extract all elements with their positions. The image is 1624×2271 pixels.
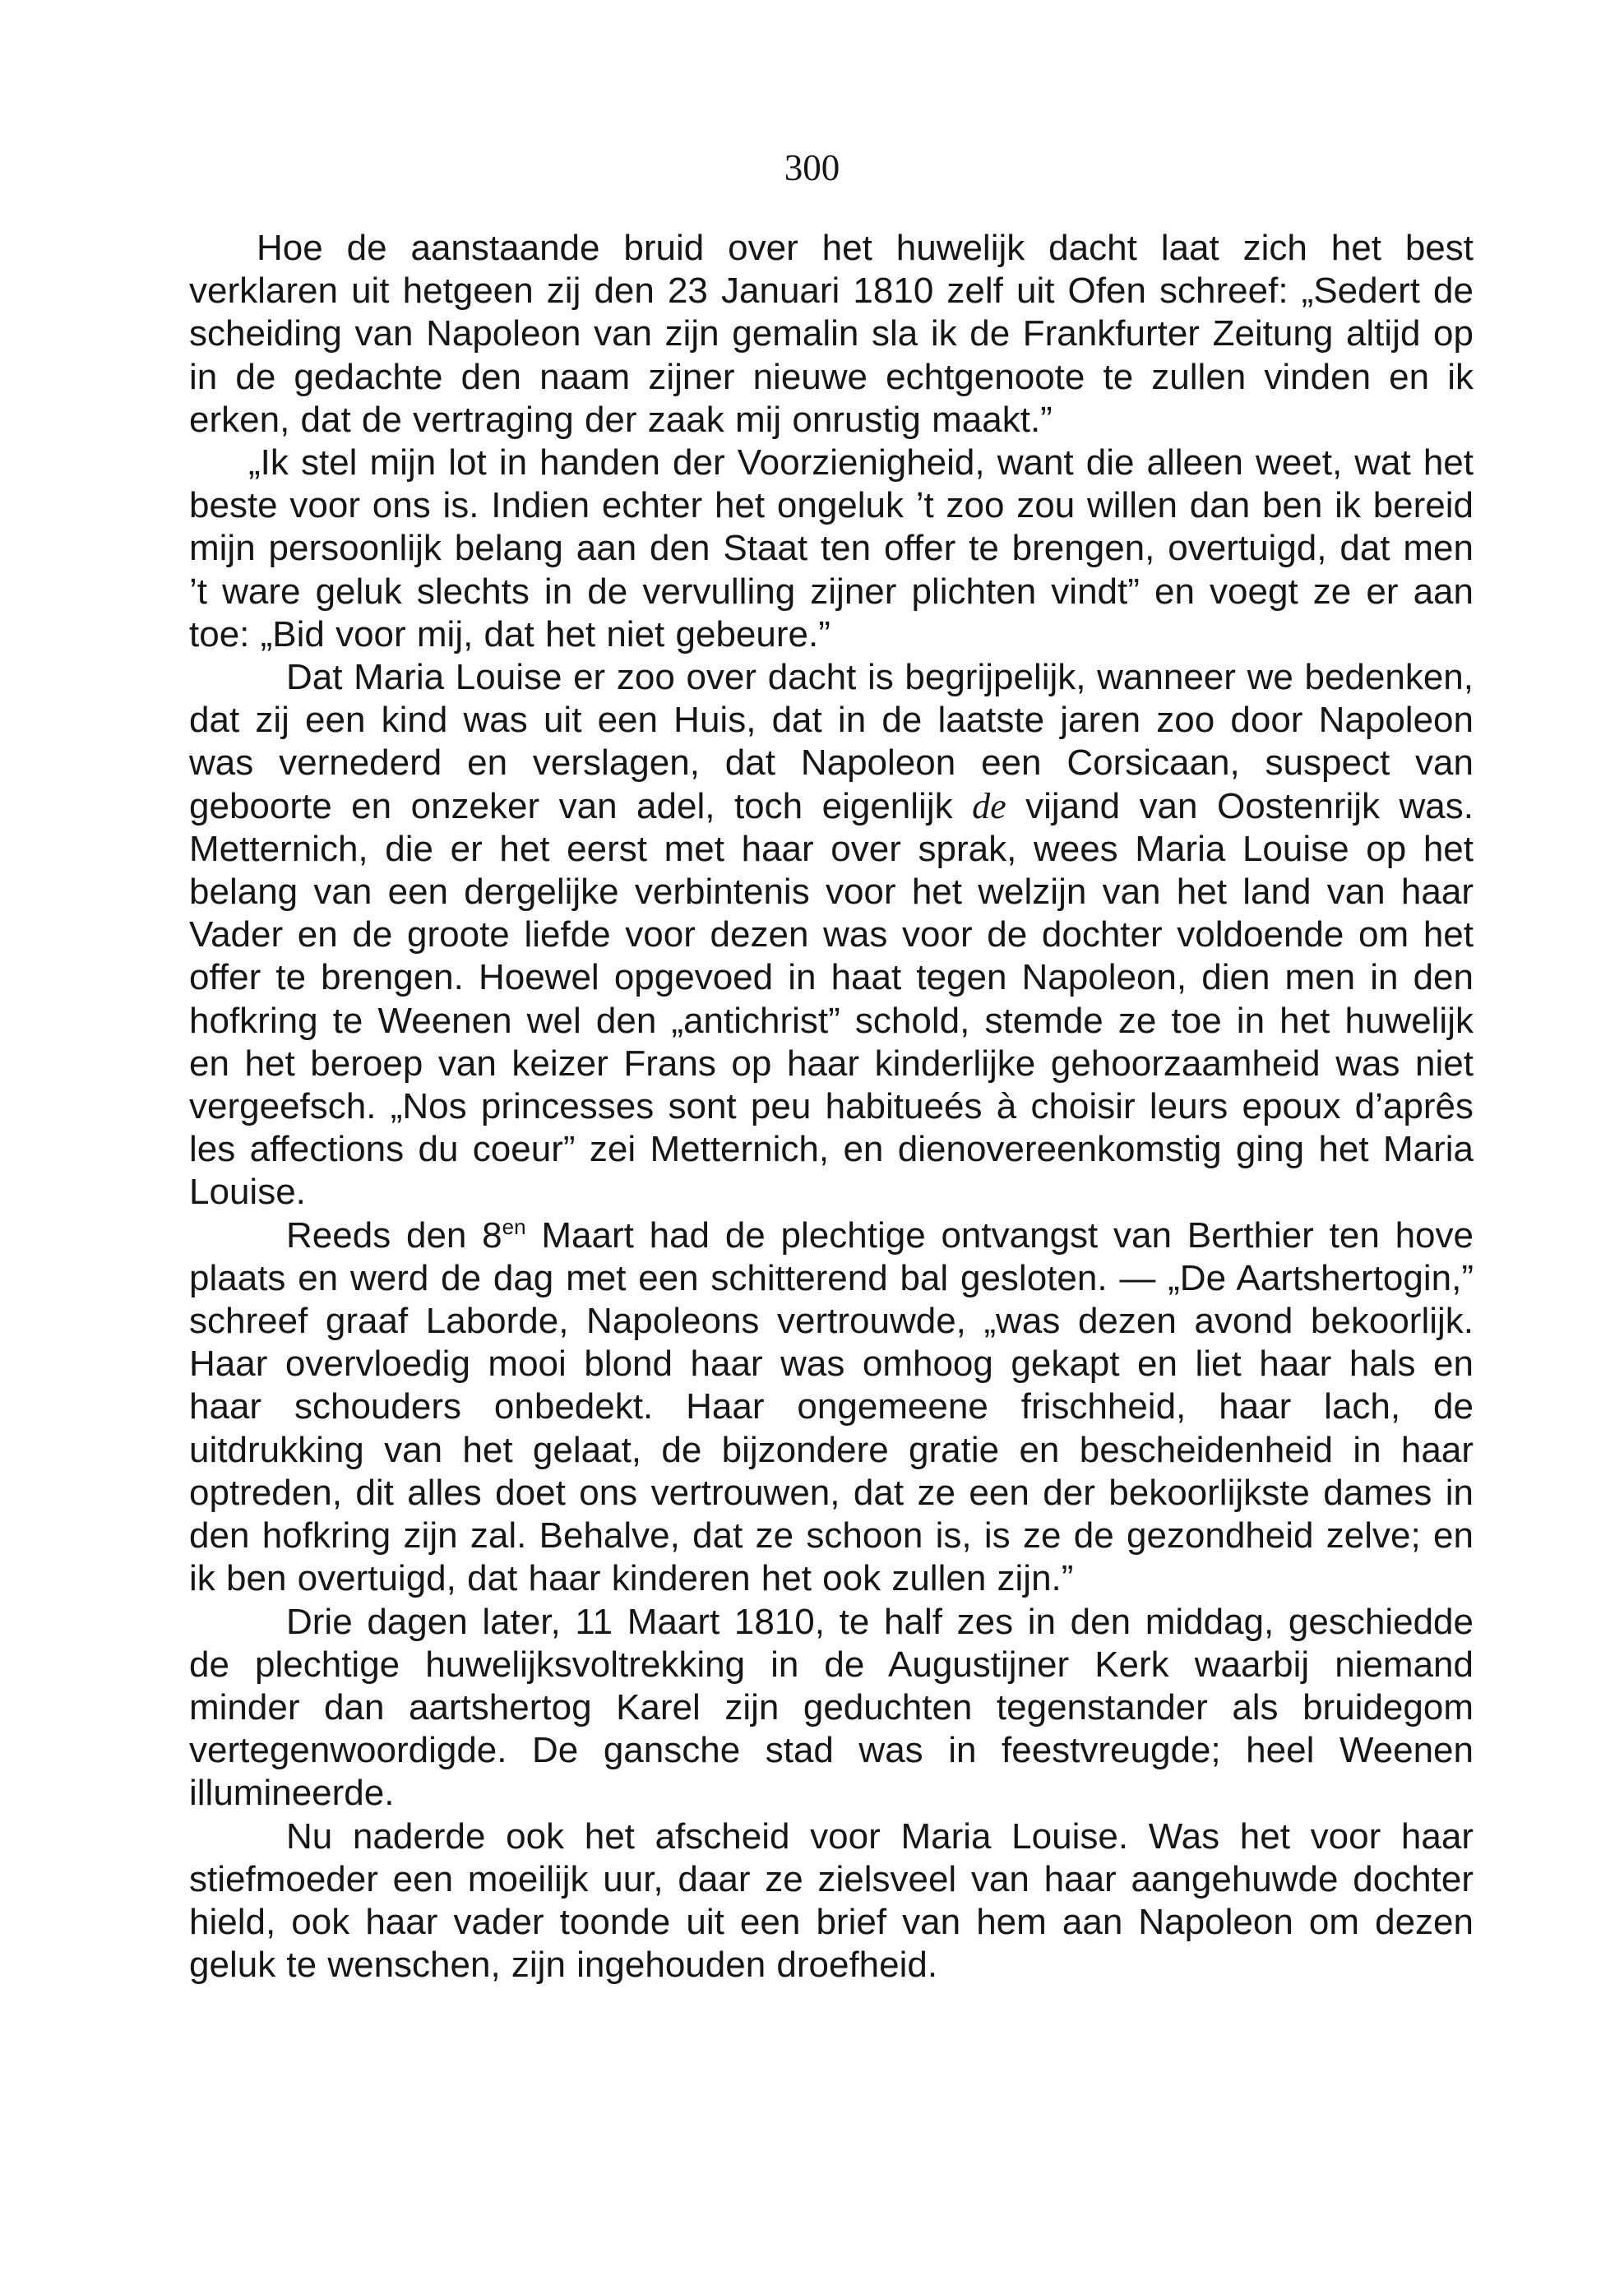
paragraph-text: vijand van Oostenrijk was. Metternich, die er het eerst met haar over sprak, wees Maria Louise op het belang van een dergelijke verbintenis voor het welzijn van het land van haar Vader en de groote liefde voor dezen was voor de dochter voldoende om het offer te brengen. Hoewel opgevoed in haat tegen Napoleon, dien men in den hofkring te Weenen wel den „antichrist” schold, stemde ze toe in het huwelijk en het beroep van keizer Frans op haar kinderlijke gehoorzaamheid was niet vergeefsch. „Nos princesses sont peu habitueés à choisir leurs epoux d’aprês les affections du coeur” zei Metternich, en dienovereenkomstig ging het Maria Louise. — [189, 785, 1474, 1213]
ordinal-superscript: en — [502, 1214, 526, 1239]
emphasized-word: de — [972, 785, 1006, 826]
paragraph: Drie dagen later, 11 Maart 1810, te half zes in den middag, geschiedde de plechtige huwelijksvoltrekking in de Augustijner Kerk waarbij niemand minder dan aartshertog Karel zijn geduchten tegenstander als bruidegom vertegenwoordigde. De gansche stad was in feestvreugde; heel Weenen illumineerde. — [189, 1601, 1474, 1814]
paragraph-text: Dat Maria Louise er zoo over dacht is begrijpelijk, wanneer we bedenken, dat zij een kind was uit een Huis, dat in de laatste jaren zoo door Napoleon was vernederd en verslagen, dat Napoleon een Corsicaan, suspect van geboorte en onzeker van adel, toch eigenlijk — [189, 657, 1474, 826]
page-number: 300 — [784, 147, 840, 188]
paragraph-text: Reeds den 8 — [286, 1214, 502, 1256]
paragraph-text: Maart had de plechtige ontvangst van Berthier ten hove plaats en werd de dag met een schitterend bal gesloten. — „De Aartshertogin,” schreef graaf Laborde, Napoleons vertrouwde, „was dezen avond bekoorlijk. Haar overvloedig mooi blond haar was omhoog gekapt en liet haar hals en haar schouders onbedekt. Haar ongemeene frischheid, haar lach, de uitdrukking van het gelaat, de bijzondere gratie en bescheidenheid in haar optreden, dit alles doet ons vertrouwen, dat ze een der bekoorlijkste dames in den hofkring zijn zal. Behalve, dat ze schoon is, is ze de gezondheid zelve; en ik ben overtuigd, dat haar kinderen het ook zullen zijn.” — [189, 1214, 1474, 1599]
body-text — [189, 227, 1474, 1987]
paragraph: Nu naderde ook het afscheid voor Maria Louise. Was het voor haar stiefmoeder een moeilijk uur, daar ze zielsveel van haar aangehuwde dochter hield, ook haar vader toonde uit een brief van hem aan Napoleon om dezen geluk te wenschen, zijn ingehouden droefheid. — [189, 1815, 1474, 1986]
paragraph — [189, 656, 1474, 1214]
paragraph — [189, 1214, 1474, 1601]
paragraph: Hoe de aanstaande bruid over het huwelijk dacht laat zich het best verklaren uit hetgeen zij den 23 Januari 1810 zelf uit Ofen schreef: „Sedert de scheiding van Napoleon van zijn gemalin sla ik de Frankfurter Zeitung altijd op in de gedachte den naam zijner nieuwe echtgenoote te zullen vinden en ik erken, dat de vertraging der zaak mij onrustig maakt.” — [189, 228, 1474, 440]
paragraph: „Ik stel mijn lot in handen der Voorzienigheid, want die alleen weet, wat het beste voor ons is. Indien echter het ongeluk ’t zoo zou willen dan ben ik bereid mijn persoonlijk belang aan den Staat ten offer te brengen, overtuigd, dat men ’t ware geluk slechts in de vervulling zijner plichten vindt” en voegt ze er aan toe: „Bid voor mij, dat het niet gebeure.” — [189, 442, 1474, 654]
